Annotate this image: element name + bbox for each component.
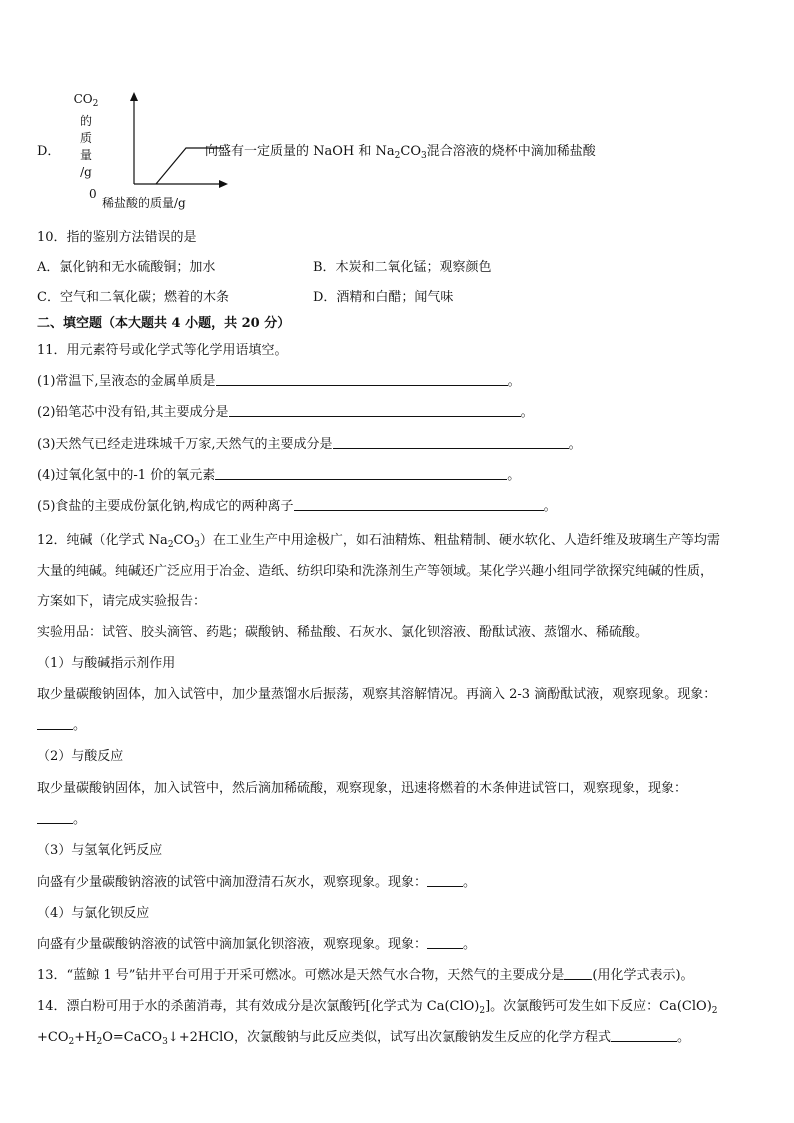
question-12-sub-2-answer: 。 — [37, 811, 86, 829]
option-c: C．空气和二氧化碳；燃着的木条 — [37, 290, 229, 305]
question-12-sub-1-text: 取少量碳酸钠固体，加入试管中，加少量蒸馏水后振荡，观察其溶解情况。再滴入 2-3 滴酚酞试液，观察现象。现象： — [37, 687, 717, 702]
question-9-option-d — [37, 88, 637, 218]
answer-blank[interactable] — [37, 717, 73, 730]
option-b: B．木炭和二氧化锰；观察颜色 — [313, 260, 492, 275]
question-12-sub-3-text: 向盛有少量碳酸钠溶液的试管中滴加澄清石灰水，观察现象。现象： 。 — [37, 875, 477, 890]
question-14-line-2: $+CO_2+H_2O=CaCO_3↓+2HClO$，次氯酸钠与此反应类似，试写出次氯酸钠发生反应的化学方程式 。 — [37, 1030, 690, 1047]
option-description: 向盛有一定质量的 NaOH 和 $Na_2CO_3$混合溶液的烧杯中滴加稀盐酸 — [205, 144, 596, 161]
question-12-sub-1-answer: 。 — [37, 717, 86, 735]
question-12-sub-3: （3）与氢氧化钙反应 — [37, 843, 163, 858]
section-heading: 二、填空题（本大题共 4 小题，共 20 分） — [37, 316, 291, 331]
y-axis-label: $CO_2$ 的 质 量 /g — [73, 92, 99, 179]
question-11-stem: 11．用元素符号或化学式等化学用语填空。 — [37, 343, 288, 358]
option-d: D．酒精和白醋；闻气味 — [313, 290, 454, 305]
answer-blank[interactable] — [37, 811, 73, 824]
question-12-sub-2: （2）与酸反应 — [37, 749, 124, 764]
question-10-row-2 — [37, 289, 757, 307]
answer-blank[interactable] — [294, 498, 544, 511]
question-12-sub-2-text: 取少量碳酸钠固体，加入试管中，然后滴加稀硫酸，观察现象，迅速将燃着的木条伸进试管口，观察现象，现象： — [37, 781, 688, 796]
question-12-line-3: 方案如下，请完成实验报告： — [37, 594, 207, 609]
option-letter: D． — [37, 144, 61, 159]
question-12-sub-1: （1）与酸碱指示剂作用 — [37, 656, 176, 671]
question-12-line-1: 12．纯碱（化学式 $Na_2CO_3$）在工业生产中用途极广，如石油精炼、粗盐精制、硬水软化、人造纤维及玻璃生产等均需 — [37, 533, 720, 550]
answer-blank[interactable] — [564, 967, 592, 980]
answer-blank[interactable] — [333, 436, 569, 449]
answer-blank[interactable] — [215, 467, 507, 480]
question-12-sub-4-text: 向盛有少量碳酸钠溶液的试管中滴加氯化钡溶液，观察现象。现象： 。 — [37, 937, 477, 952]
question-11-part-4: (4)过氧化氢中的-1 价的氧元素 。 — [37, 468, 521, 483]
answer-blank[interactable] — [216, 373, 508, 386]
question-12-line-2: 大量的纯碱。纯碱还广泛应用于冶金、造纸、纺织印染和洗涤剂生产等领域。某化学兴趣小组同学欲探究纯碱的性质， — [37, 564, 714, 579]
origin-label: 0 — [89, 187, 97, 201]
question-11-part-5: (5)食盐的主要成份氯化钠,构成它的两种离子 。 — [37, 499, 557, 514]
question-10-row-1 — [37, 259, 757, 277]
question-10-stem: 10．指的鉴别方法错误的是 — [37, 230, 197, 245]
answer-blank[interactable] — [427, 874, 463, 887]
question-12-materials: 实验用品：试管、胶头滴管、药匙；碳酸钠、稀盐酸、石灰水、氯化钡溶液、酚酞试液、蒸馏水、稀硫酸。 — [37, 625, 649, 640]
question-13: 13．“蓝鲸 1 号”钻井平台可用于开采可燃冰。可燃冰是天然气水合物，天然气的主要成分是 (用化学式表示)。 — [37, 968, 694, 983]
question-11-part-2: (2)铅笔芯中没有铅,其主要成分是 。 — [37, 405, 534, 420]
answer-blank[interactable] — [611, 1029, 677, 1042]
question-14-line-1: 14．漂白粉可用于水的杀菌消毒，其有效成分是次氯酸钙[化学式为 $Ca(ClO)_2$]。次氯酸钙可发生如下反应：$Ca(ClO)_2$ — [37, 999, 718, 1016]
option-a: A．氯化钠和无水硫酸铜；加水 — [37, 260, 216, 275]
x-axis-label: 稀盐酸的质量/g — [102, 196, 186, 210]
answer-blank[interactable] — [229, 404, 521, 417]
question-12-sub-4: （4）与氯化钡反应 — [37, 906, 150, 921]
question-11-part-3: (3)天然气已经走进珠城千万家,天然气的主要成分是 。 — [37, 437, 582, 452]
answer-blank[interactable] — [427, 936, 463, 949]
question-11-part-1: (1)常温下,呈液态的金属单质是 。 — [37, 374, 521, 389]
